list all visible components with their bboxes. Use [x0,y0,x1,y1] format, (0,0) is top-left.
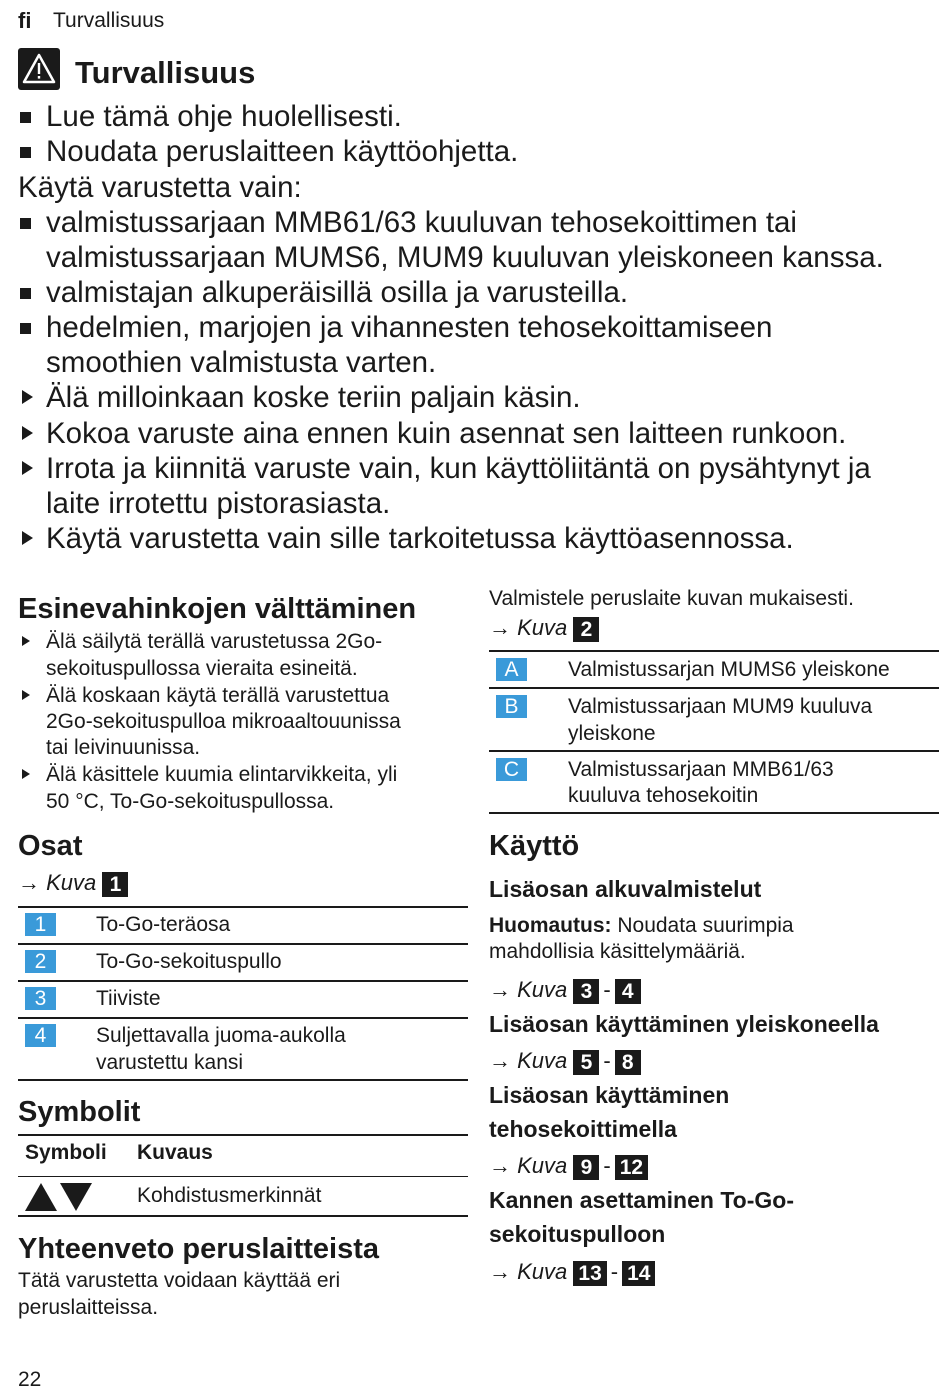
safety-bullet: Noudata peruslaitteen käyttöohjetta. [46,135,519,168]
note-text-cont: mahdollisia käsittelymääriä. [489,940,746,963]
figure-number: 4 [615,979,641,1004]
table-rule [18,1134,468,1136]
figure-ref: → Kuva 5 - 8 [489,1047,641,1075]
overview-text-cont: peruslaitteissa. [18,1296,159,1319]
table-rule [489,812,939,814]
use-only-intro: Käytä varustetta vain: [18,171,302,204]
subheading-use-blender: Lisäosan käyttäminen [489,1082,730,1108]
alignment-marks-icon [25,1183,93,1216]
table-rule [489,650,939,652]
part-number: 2 [25,950,56,973]
subheading-prepare-accessory: Lisäosan alkuvalmistelut [489,876,762,902]
use-only-item: valmistajan alkuperäisillä osilla ja varusteilla. [46,276,629,309]
appliance-letter: B [496,695,527,718]
bullet-square [20,147,31,158]
appliance-name: Valmistussarjan MUMS6 yleiskone [568,658,890,681]
figure-number: 13 [573,1261,606,1286]
use-only-item: valmistussarjaan MMB61/63 kuuluvan tehosekoittimen tai [46,206,797,239]
figure-ref-label: Kuva [517,615,568,640]
damage-item: Älä käsittele kuumia elintarvikkeita, yli [46,763,398,786]
damage-item-cont: sekoituspullossa vieraita esineitä. [46,657,358,680]
damage-item: Älä koskaan käytä terällä varustettua [46,684,390,707]
part-name: To-Go-teräosa [96,913,231,936]
appliance-letter: C [496,758,527,781]
appliance-name-cont: yleiskone [568,722,656,745]
figure-ref-label: Kuva [517,1153,568,1178]
part-name: To-Go-sekoituspullo [96,950,282,973]
warning-item: Älä milloinkaan koske teriin paljain käsin. [46,381,581,414]
part-name: Suljettavalla juoma-aukolla [96,1024,346,1047]
page-number: 22 [18,1368,42,1391]
part-name-cont: varustettu kansi [96,1051,244,1074]
symbol-description: Kohdistusmerkinnät [137,1184,322,1207]
section-title-safety: Turvallisuus [75,55,256,90]
appliance-letter: A [496,658,527,681]
figure-ref-label: Kuva [46,870,97,895]
warning-icon [18,48,60,90]
appliance-name-cont: kuuluva tehosekoitin [568,784,759,807]
bullet-triangle [22,636,30,646]
table-rule [18,1079,468,1081]
bullet-triangle [22,390,33,404]
safety-bullet: Lue tämä ohje huolellisesti. [46,100,402,133]
symbols-col-symbol: Symboli [25,1141,107,1164]
damage-item-cont: 2Go-sekoituspulloa mikroaaltouunissa [46,710,401,733]
table-rule [18,906,468,908]
figure-number: 9 [573,1155,599,1180]
subheading-lid: Kannen asettaminen To-Go- [489,1187,794,1213]
subheading-use-blender-cont: tehosekoittimella [489,1116,677,1142]
bullet-triangle [22,531,33,545]
running-header: Turvallisuus [53,9,165,32]
damage-item: Älä säilytä terällä varustetussa 2Go- [46,630,383,653]
overview-text: Tätä varustetta voidaan käyttää eri [18,1269,341,1292]
bullet-square [20,323,31,334]
part-number: 1 [25,913,56,936]
bullet-square [20,218,31,229]
bullet-square [20,112,31,123]
table-rule [18,1017,468,1019]
heading-damage: Esinevahinkojen välttäminen [18,593,417,625]
table-rule [489,687,939,689]
figure-number: 1 [102,872,128,897]
note-label: Huomautus: [489,914,612,937]
figure-ref: → Kuva 13 - 14 [489,1258,655,1286]
bullet-triangle [22,690,30,700]
appliance-name: Valmistussarjaan MMB61/63 [568,758,834,781]
use-only-item-cont: valmistussarjaan MUMS6, MUM9 kuuluvan yleiskoneen kanssa. [46,241,884,274]
appliance-name: Valmistussarjaan MUM9 kuuluva [568,695,873,718]
subheading-use-mixer: Lisäosan käyttäminen yleiskoneella [489,1011,879,1037]
table-rule [489,750,939,752]
part-number: 4 [25,1024,56,1047]
damage-item-cont: 50 °C, To-Go-sekoituspullossa. [46,790,335,813]
table-rule [18,943,468,945]
warning-item: Käytä varustetta vain sille tarkoitetussa käyttöasennossa. [46,522,794,555]
figure-ref: → Kuva 1 [18,869,128,897]
note-text: Noudata suurimpia [617,914,794,937]
figure-ref-label: Kuva [517,977,568,1002]
subheading-lid-cont: sekoituspulloon [489,1221,666,1247]
use-only-item-cont: smoothien valmistusta varten. [46,346,437,379]
part-number: 3 [25,987,56,1010]
heading-parts: Osat [18,830,83,862]
figure-number: 5 [573,1050,599,1075]
bullet-triangle [22,769,30,779]
prepare-text: Valmistele peruslaite kuvan mukaisesti. [489,587,854,610]
table-rule [18,1176,468,1177]
heading-symbols: Symbolit [18,1096,141,1128]
warning-item: Irrota ja kiinnitä varuste vain, kun käyttöliitäntä on pysähtynyt ja [46,452,871,485]
bullet-square [20,288,31,299]
symbols-col-desc: Kuvaus [137,1141,213,1164]
bullet-triangle [22,426,33,440]
part-name: Tiiviste [96,987,161,1010]
bullet-triangle [22,461,33,475]
language-code: fi [18,8,32,33]
figure-number: 8 [615,1050,641,1075]
figure-number: 2 [573,617,599,642]
note [489,912,794,939]
damage-item-cont: tai leivinuunissa. [46,736,201,759]
figure-ref: → Kuva 9 - 12 [489,1152,648,1180]
figure-number: 12 [615,1155,648,1180]
figure-ref-label: Kuva [517,1259,568,1284]
use-only-item: hedelmien, marjojen ja vihannesten tehosekoittamiseen [46,311,773,344]
table-rule [18,1215,468,1217]
warning-item-cont: laite irrotettu pistorasiasta. [46,487,391,520]
warning-item: Kokoa varuste aina ennen kuin asennat sen laitteen runkoon. [46,417,847,450]
table-rule [18,980,468,982]
figure-number: 14 [622,1261,655,1286]
figure-ref: → Kuva 2 [489,614,599,642]
heading-usage: Käyttö [489,830,580,862]
figure-number: 3 [573,979,599,1004]
heading-overview: Yhteenveto peruslaitteista [18,1233,379,1265]
figure-ref: → Kuva 3 - 4 [489,976,641,1004]
figure-ref-label: Kuva [517,1048,568,1073]
